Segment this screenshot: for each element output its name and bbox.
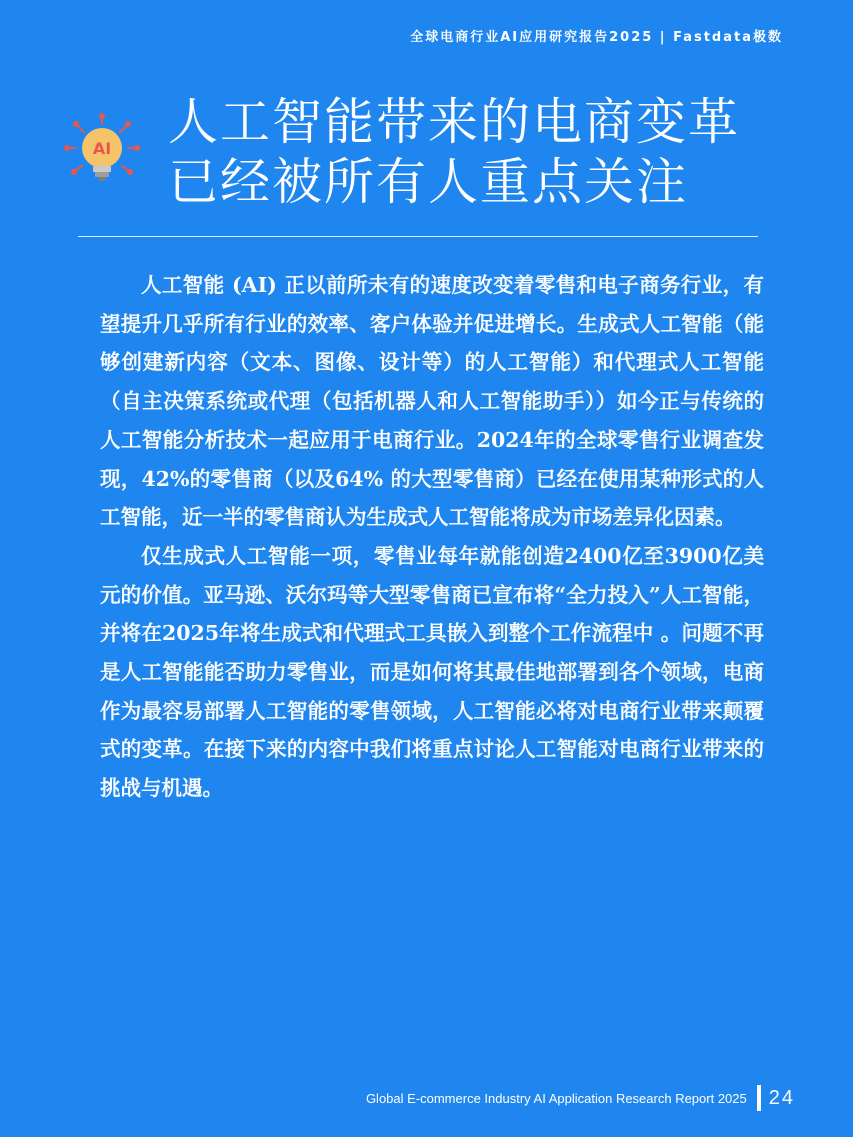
page-footer	[366, 1085, 795, 1111]
body-text	[100, 266, 764, 808]
page-title	[168, 92, 808, 212]
body-paragraph-2: 仅生成式人工智能一项，零售业每年就能创造2400亿至3900亿美元的价值。亚马逊、沃尔玛等大型零售商已宣布将“全力投入”人工智能，并将在2025年将生成式和代理式工具嵌入到整个工作流程中 。问题不再是人工智能能否助力零售业，而是如何将其最佳地部署到各个领域，电商作为最容易部署人工智能的零售领域，人工智能必将对电商行业带来颠覆式的变革。在接下来的内容中我们将重点讨论人工智能对电商行业带来的挑战与机遇。	[100, 543, 764, 801]
title-line-1: 人工智能带来的电商变革	[168, 93, 740, 151]
body-paragraph-1: 人工智能 (AI) 正以前所未有的速度改变着零售和电子商务行业，有望提升几乎所有行业的效率、客户体验并促进增长。生成式人工智能（能够创建新内容（文本、图像、设计等）的人工智能）和代理式人工智能（自主决策系统或代理（包括机器人和人工智能助手））如今正与传统的人工智能分析技术一起应用于电商行业。2024年的全球零售行业调查发现，42%的零售商（以及64% 的大型零售商）已经在使用某种形式的人工智能，近一半的零售商认为生成式人工智能将成为市场差异化因素。	[100, 273, 764, 530]
footer-divider-bar	[757, 1085, 761, 1111]
title-line-2: 已经被所有人重点关注	[168, 153, 688, 211]
title-divider	[78, 236, 758, 237]
ai-icon-label: AI	[92, 139, 112, 158]
footer-report-title: Global E-commerce Industry AI Application Research Report 2025	[365, 1090, 747, 1106]
ai-lightbulb-icon	[64, 112, 140, 188]
page-number: 24	[768, 1086, 795, 1109]
report-header: 全球电商行业AI应用研究报告2025 | Fastdata极数	[410, 30, 783, 45]
